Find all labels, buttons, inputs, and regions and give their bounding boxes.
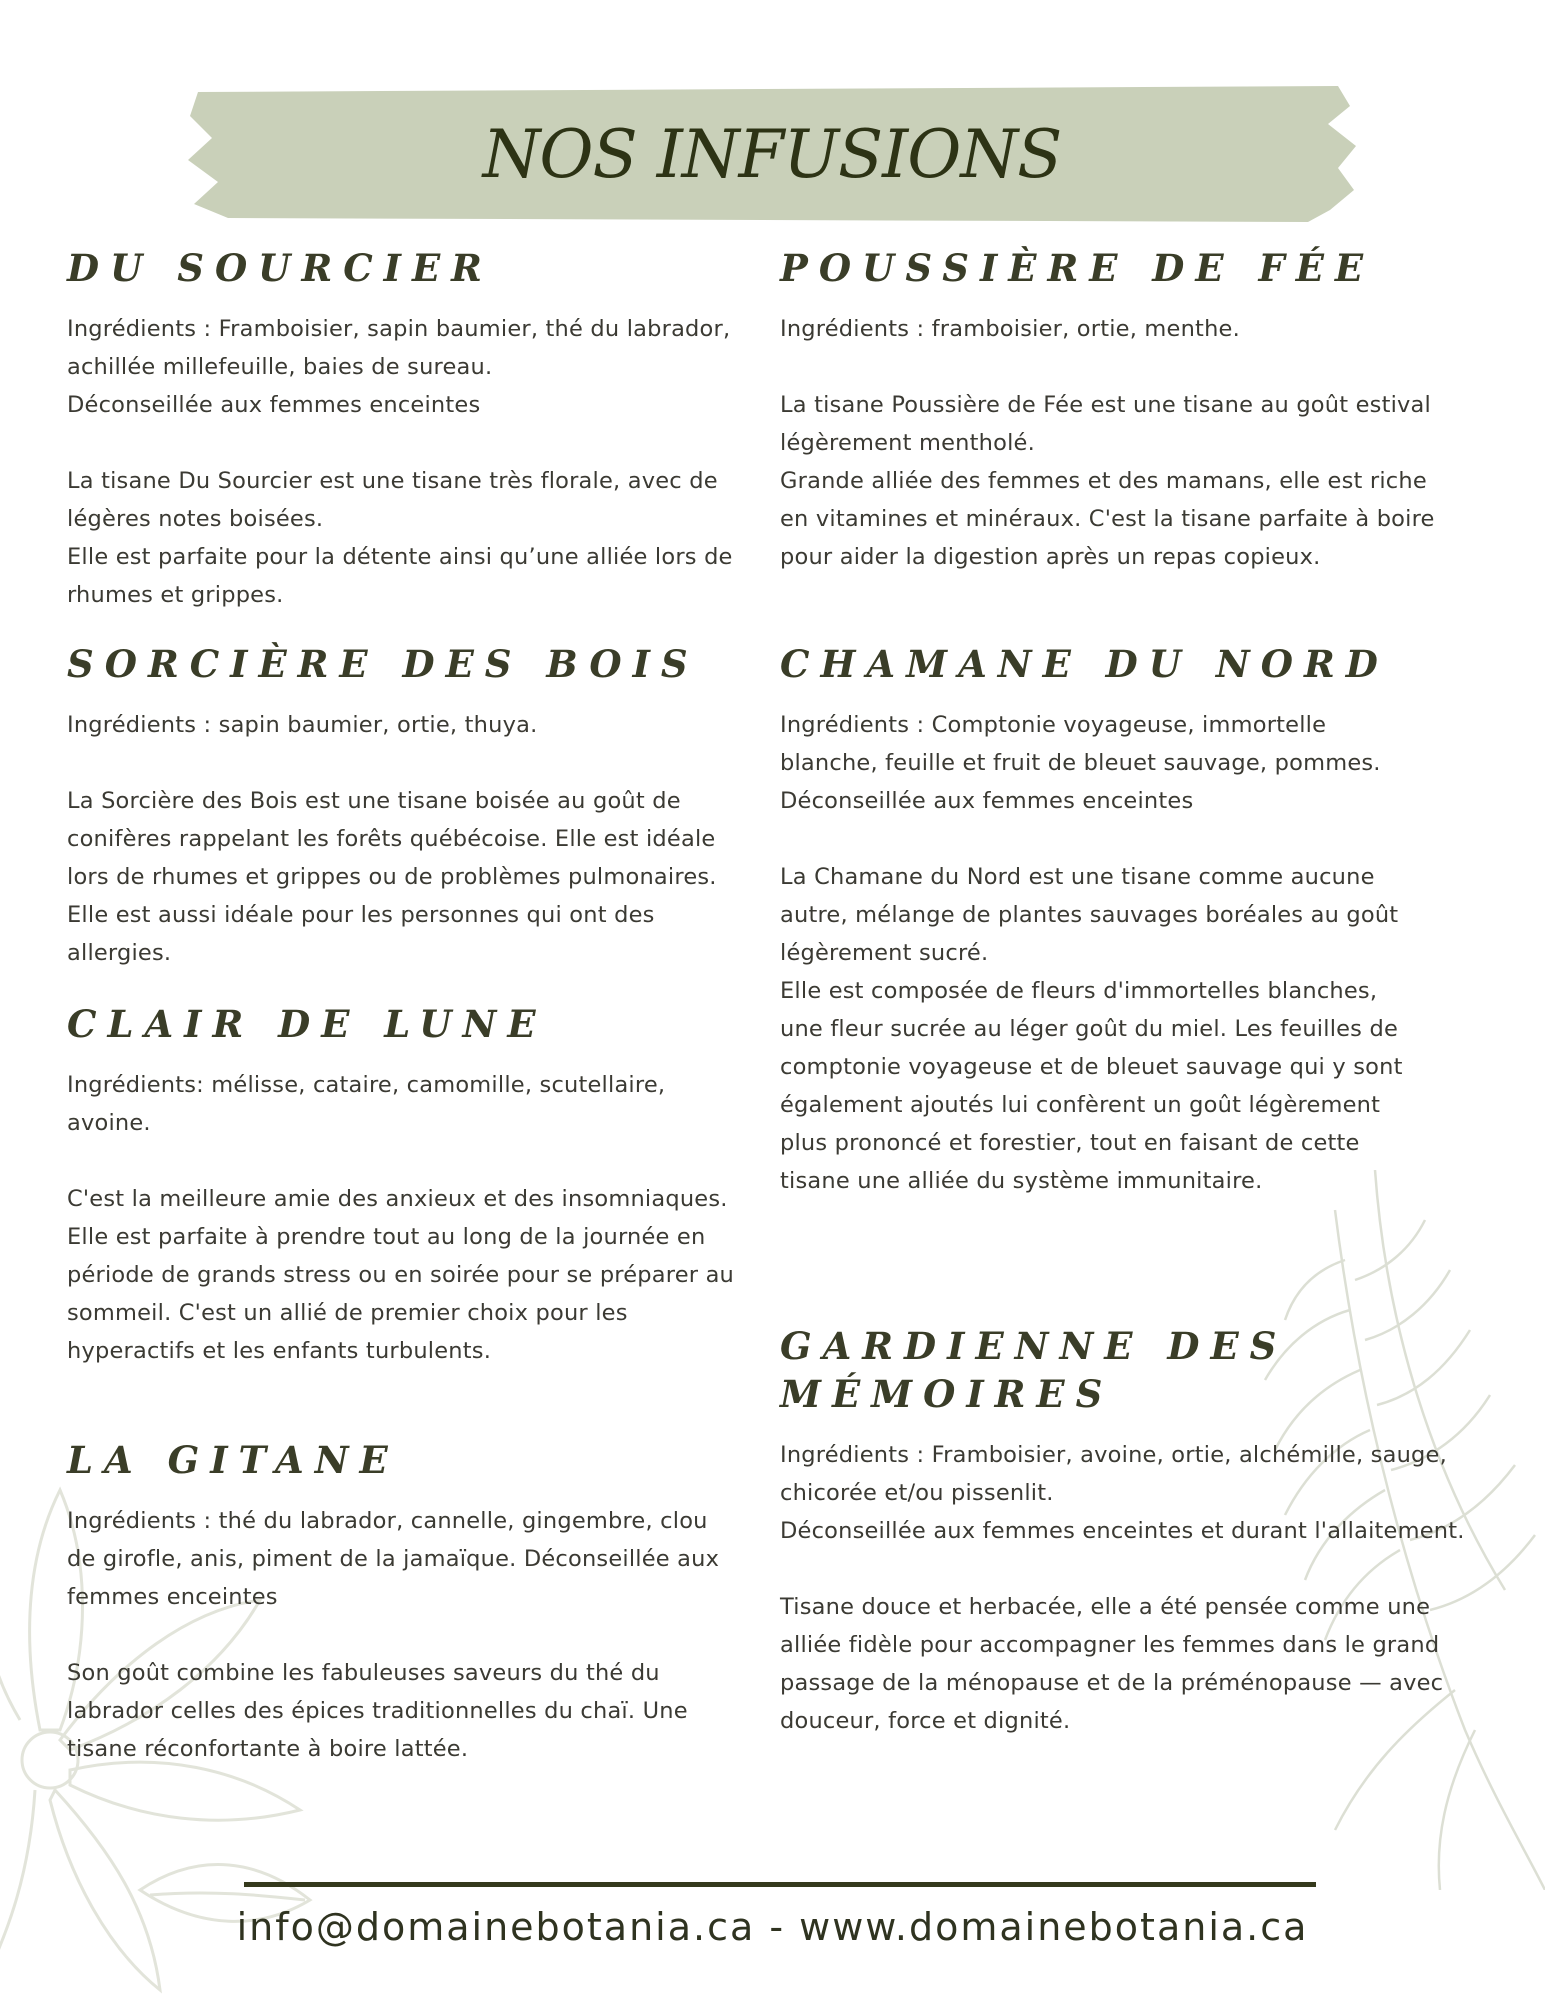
infusion-description: Tisane douce et herbacée, elle a été pensée comme une alliée fidèle pour accompagner les femmes dans le grand passage de la ménopause et de la préménopause — avec douceur, force et dignité. xyxy=(780,1594,1444,1734)
infusion-name: CLAIR DE LUNE xyxy=(67,1002,547,1046)
infusion-description: C'est la meilleure amie des anxieux et des insomniaques. Elle est parfaite à prendre tout au long de la journée en période de grands stress ou en soirée pour se préparer au sommeil. C'est un allié de premier choix pour les hyperactifs et les enfants turbulents. xyxy=(67,1186,735,1364)
footer-divider xyxy=(244,1882,1316,1887)
page-title: NOS INFUSIONS xyxy=(482,115,1062,193)
infusion-ingredients: Ingrédients : framboisier, ortie, menthe. xyxy=(780,316,1240,342)
infusion-ingredients: Ingrédients : Framboisier, sapin baumier, thé du labrador, achillée millefeuille, baies de sureau. xyxy=(67,316,731,380)
infusion-warning: Déconseillée aux femmes enceintes xyxy=(67,392,481,418)
infusion-poussiere-de-fee xyxy=(780,244,1480,576)
infusion-description: La Sorcière des Bois est une tisane boisée au goût de conifères rappelant les forêts québécoise. Elle est idéale lors de rhumes et grippes ou de problèmes pulmonaires. Elle est aussi idéale pour les personnes qui ont des allergies. xyxy=(67,788,717,966)
infusion-sorciere-des-bois xyxy=(67,640,737,972)
infusion-description-2: Elle est parfaite pour la détente ainsi qu’une alliée lors de rhumes et grippes. xyxy=(67,544,733,608)
infusion-la-gitane xyxy=(67,1436,737,1768)
infusion-warning: Déconseillée aux femmes enceintes et durant l'allaitement. xyxy=(780,1518,1465,1544)
infusion-du-sourcier xyxy=(67,244,737,614)
infusion-gardienne-des-memoires xyxy=(780,1322,1480,1740)
infusion-name: POUSSIÈRE DE FÉE xyxy=(780,246,1375,290)
infusion-description: La Chamane du Nord est une tisane comme aucune autre, mélange de plantes sauvages boréales au goût légèrement sucré. xyxy=(780,864,1399,966)
infusion-name: DU SOURCIER xyxy=(67,246,493,290)
infusion-warning: Déconseillée aux femmes enceintes xyxy=(780,788,1194,814)
infusion-ingredients: Ingrédients : sapin baumier, ortie, thuya. xyxy=(67,712,538,738)
infusion-clair-de-lune xyxy=(67,1000,737,1370)
infusion-chamane-du-nord xyxy=(780,640,1480,1200)
infusion-description: La tisane Poussière de Fée est une tisane au goût estival légèrement mentholé. xyxy=(780,392,1431,456)
footer-contact: info@domainebotania.ca - www.domainebotania.ca xyxy=(236,1905,1309,1949)
infusion-name: SORCIÈRE DES BOIS xyxy=(67,642,699,686)
infusion-description: Son goût combine les fabuleuses saveurs du thé du labrador celles des épices traditionnelles du chaï. Une tisane réconfortante à boire lattée. xyxy=(67,1660,688,1762)
infusion-description-2: Grande alliée des femmes et des mamans, elle est riche en vitamines et minéraux. C'est la tisane parfaite à boire pour aider la digestion après un repas copieux. xyxy=(780,468,1435,570)
infusion-ingredients: Ingrédients : Framboisier, avoine, ortie, alchémille, sauge, chicorée et/ou pissenlit. xyxy=(780,1442,1447,1506)
title-banner xyxy=(188,86,1356,222)
infusion-description-2: Elle est composée de fleurs d'immortelles blanches, une fleur sucrée au léger goût du miel. Les feuilles de comptonie voyageuse et de bleuet sauvage qui y sont également ajoutés lui confèrent un goût légèrement plus prononcé et forestier, tout en faisant de cette tisane une alliée du système immunitaire. xyxy=(780,978,1403,1194)
infusion-description: La tisane Du Sourcier est une tisane très florale, avec de légères notes boisées. xyxy=(67,468,718,532)
infusion-ingredients: Ingrédients : Comptonie voyageuse, immortelle blanche, feuille et fruit de bleuet sauvage, pommes. xyxy=(780,712,1381,776)
infusion-ingredients: Ingrédients: mélisse, cataire, camomille, scutellaire, avoine. xyxy=(67,1072,666,1136)
infusion-name: LA GITANE xyxy=(67,1438,399,1482)
infusion-name: GARDIENNE DES MÉMOIRES xyxy=(780,1324,1288,1416)
infusion-name: CHAMANE DU NORD xyxy=(780,642,1389,686)
infusion-ingredients: Ingrédients : thé du labrador, cannelle, gingembre, clou de girofle, anis, piment de la jamaïque. Déconseillée aux femmes enceintes xyxy=(67,1508,720,1610)
